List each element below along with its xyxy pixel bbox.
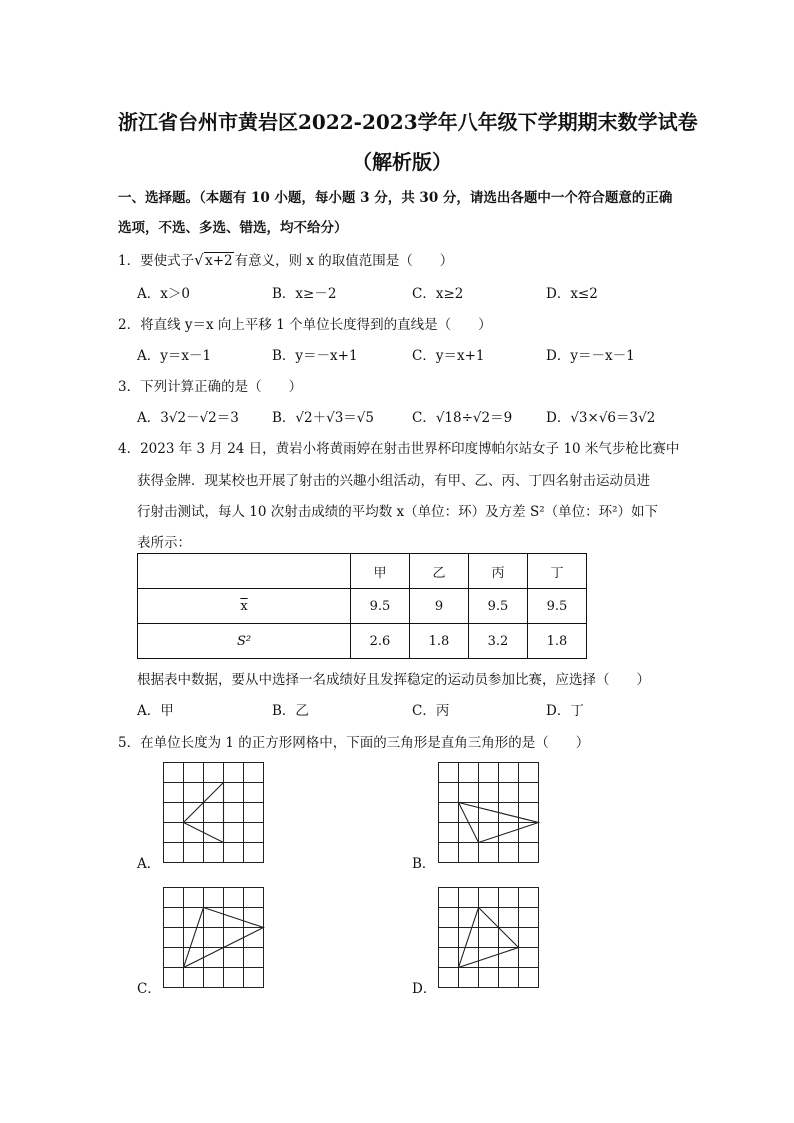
q3-option-b: B．√2＋√3＝√5	[272, 410, 374, 426]
q5-label-d: D．	[412, 981, 437, 997]
question-4-line1: 4．2023 年 3 月 24 日，黄岩小将黄雨婷在射击世界杯印度博帕尔站女子 10 米气步枪比赛中	[118, 441, 680, 457]
grid-figure-d	[438, 887, 538, 987]
q1-option-d: D．x≤2	[546, 286, 598, 302]
q3-option-d: D．√3×√6＝3√2	[546, 410, 656, 426]
question-4-after: 根据表中数据，要从中选择一名成绩好且发挥稳定的运动员参加比赛，应选择（ ）	[137, 672, 650, 688]
q1-pre: 1．要使式子	[118, 253, 195, 269]
mean-symbol: $\overline{x}$	[240, 598, 248, 614]
q4-option-c: C．丙	[412, 703, 450, 719]
table-row-label-mean	[138, 589, 351, 624]
grid-figure-c	[163, 887, 263, 987]
data-table	[137, 553, 587, 659]
table-header-jia: 甲	[351, 554, 410, 589]
q4-option-b: B．乙	[272, 703, 309, 719]
q1-option-b: B．x≥－2	[272, 286, 337, 302]
table-header-ding: 丁	[528, 554, 587, 589]
q4-option-d: D．丁	[546, 703, 584, 719]
table-cell: 9	[410, 589, 469, 624]
table-row	[138, 554, 587, 589]
question-5: 5．在单位长度为 1 的正方形网格中，下面的三角形是直角三角形的是（ ）	[118, 735, 590, 751]
table-cell: 3.2	[469, 624, 528, 659]
q4-option-a: A．甲	[137, 703, 174, 719]
table-cell: 9.5	[469, 589, 528, 624]
triangle-d	[459, 908, 519, 968]
table-cell: 1.8	[410, 624, 469, 659]
table-header-bing: 丙	[469, 554, 528, 589]
q1-radicand: x+2	[205, 253, 233, 269]
q5-label-c: C．	[137, 981, 161, 997]
q5-label-a: A．	[137, 856, 161, 872]
table-row	[138, 624, 587, 659]
table-cell	[138, 554, 351, 589]
grid-figure-b	[438, 762, 538, 862]
doc-subtitle: （解析版）	[352, 150, 452, 174]
q5-label-b: B．	[412, 856, 436, 872]
table-row-label-variance: S²	[138, 624, 351, 659]
section-heading: 一、选择题。（本题有 10 小题，每小题 3 分，共 30 分，请选出各题中一个符合题意的正确	[118, 190, 673, 206]
section-heading-cont: 选项，不选、多选、错选，均不给分）	[118, 220, 348, 236]
q2-option-d: D．y＝－x－1	[546, 348, 635, 364]
q3-option-c: C．√18÷√2＝9	[412, 410, 513, 426]
question-4-line2: 获得金牌．现某校也开展了射击的兴趣小组活动，有甲、乙、丙、丁四名射击运动员进	[137, 473, 650, 489]
question-1	[118, 249, 453, 269]
question-2: 2．将直线 y＝x 向上平移 1 个单位长度得到的直线是（ ）	[118, 317, 492, 333]
question-4-line3: 行射击测试，每人 10 次射击成绩的平均数 x（单位：环）及方差 S²（单位：环²）如下	[137, 504, 659, 520]
table-cell: 2.6	[351, 624, 410, 659]
table-cell: 1.8	[528, 624, 587, 659]
grid-figure-a	[163, 762, 263, 862]
table-cell: 9.5	[528, 589, 587, 624]
q2-option-c: C．y＝x+1	[412, 348, 485, 364]
doc-title: 浙江省台州市黄岩区2022-2023学年八年级下学期期末数学试卷	[118, 110, 698, 134]
q2-option-a: A．y＝x－1	[137, 348, 212, 364]
q3-option-a: A．3√2－√2＝3	[137, 410, 239, 426]
sqrt-expression	[194, 253, 234, 269]
question-4-line4: 表所示：	[137, 535, 191, 551]
table-cell: 9.5	[351, 589, 410, 624]
q1-option-a: A．x＞0	[137, 286, 190, 302]
table-header-yi: 乙	[410, 554, 469, 589]
q1-option-c: C．x≥2	[412, 286, 464, 302]
q2-option-b: B．y＝－x+1	[272, 348, 358, 364]
question-3: 3．下列计算正确的是（ ）	[118, 379, 303, 395]
q1-post: 有意义，则 x 的取值范围是（ ）	[234, 253, 454, 269]
table-row	[138, 589, 587, 624]
